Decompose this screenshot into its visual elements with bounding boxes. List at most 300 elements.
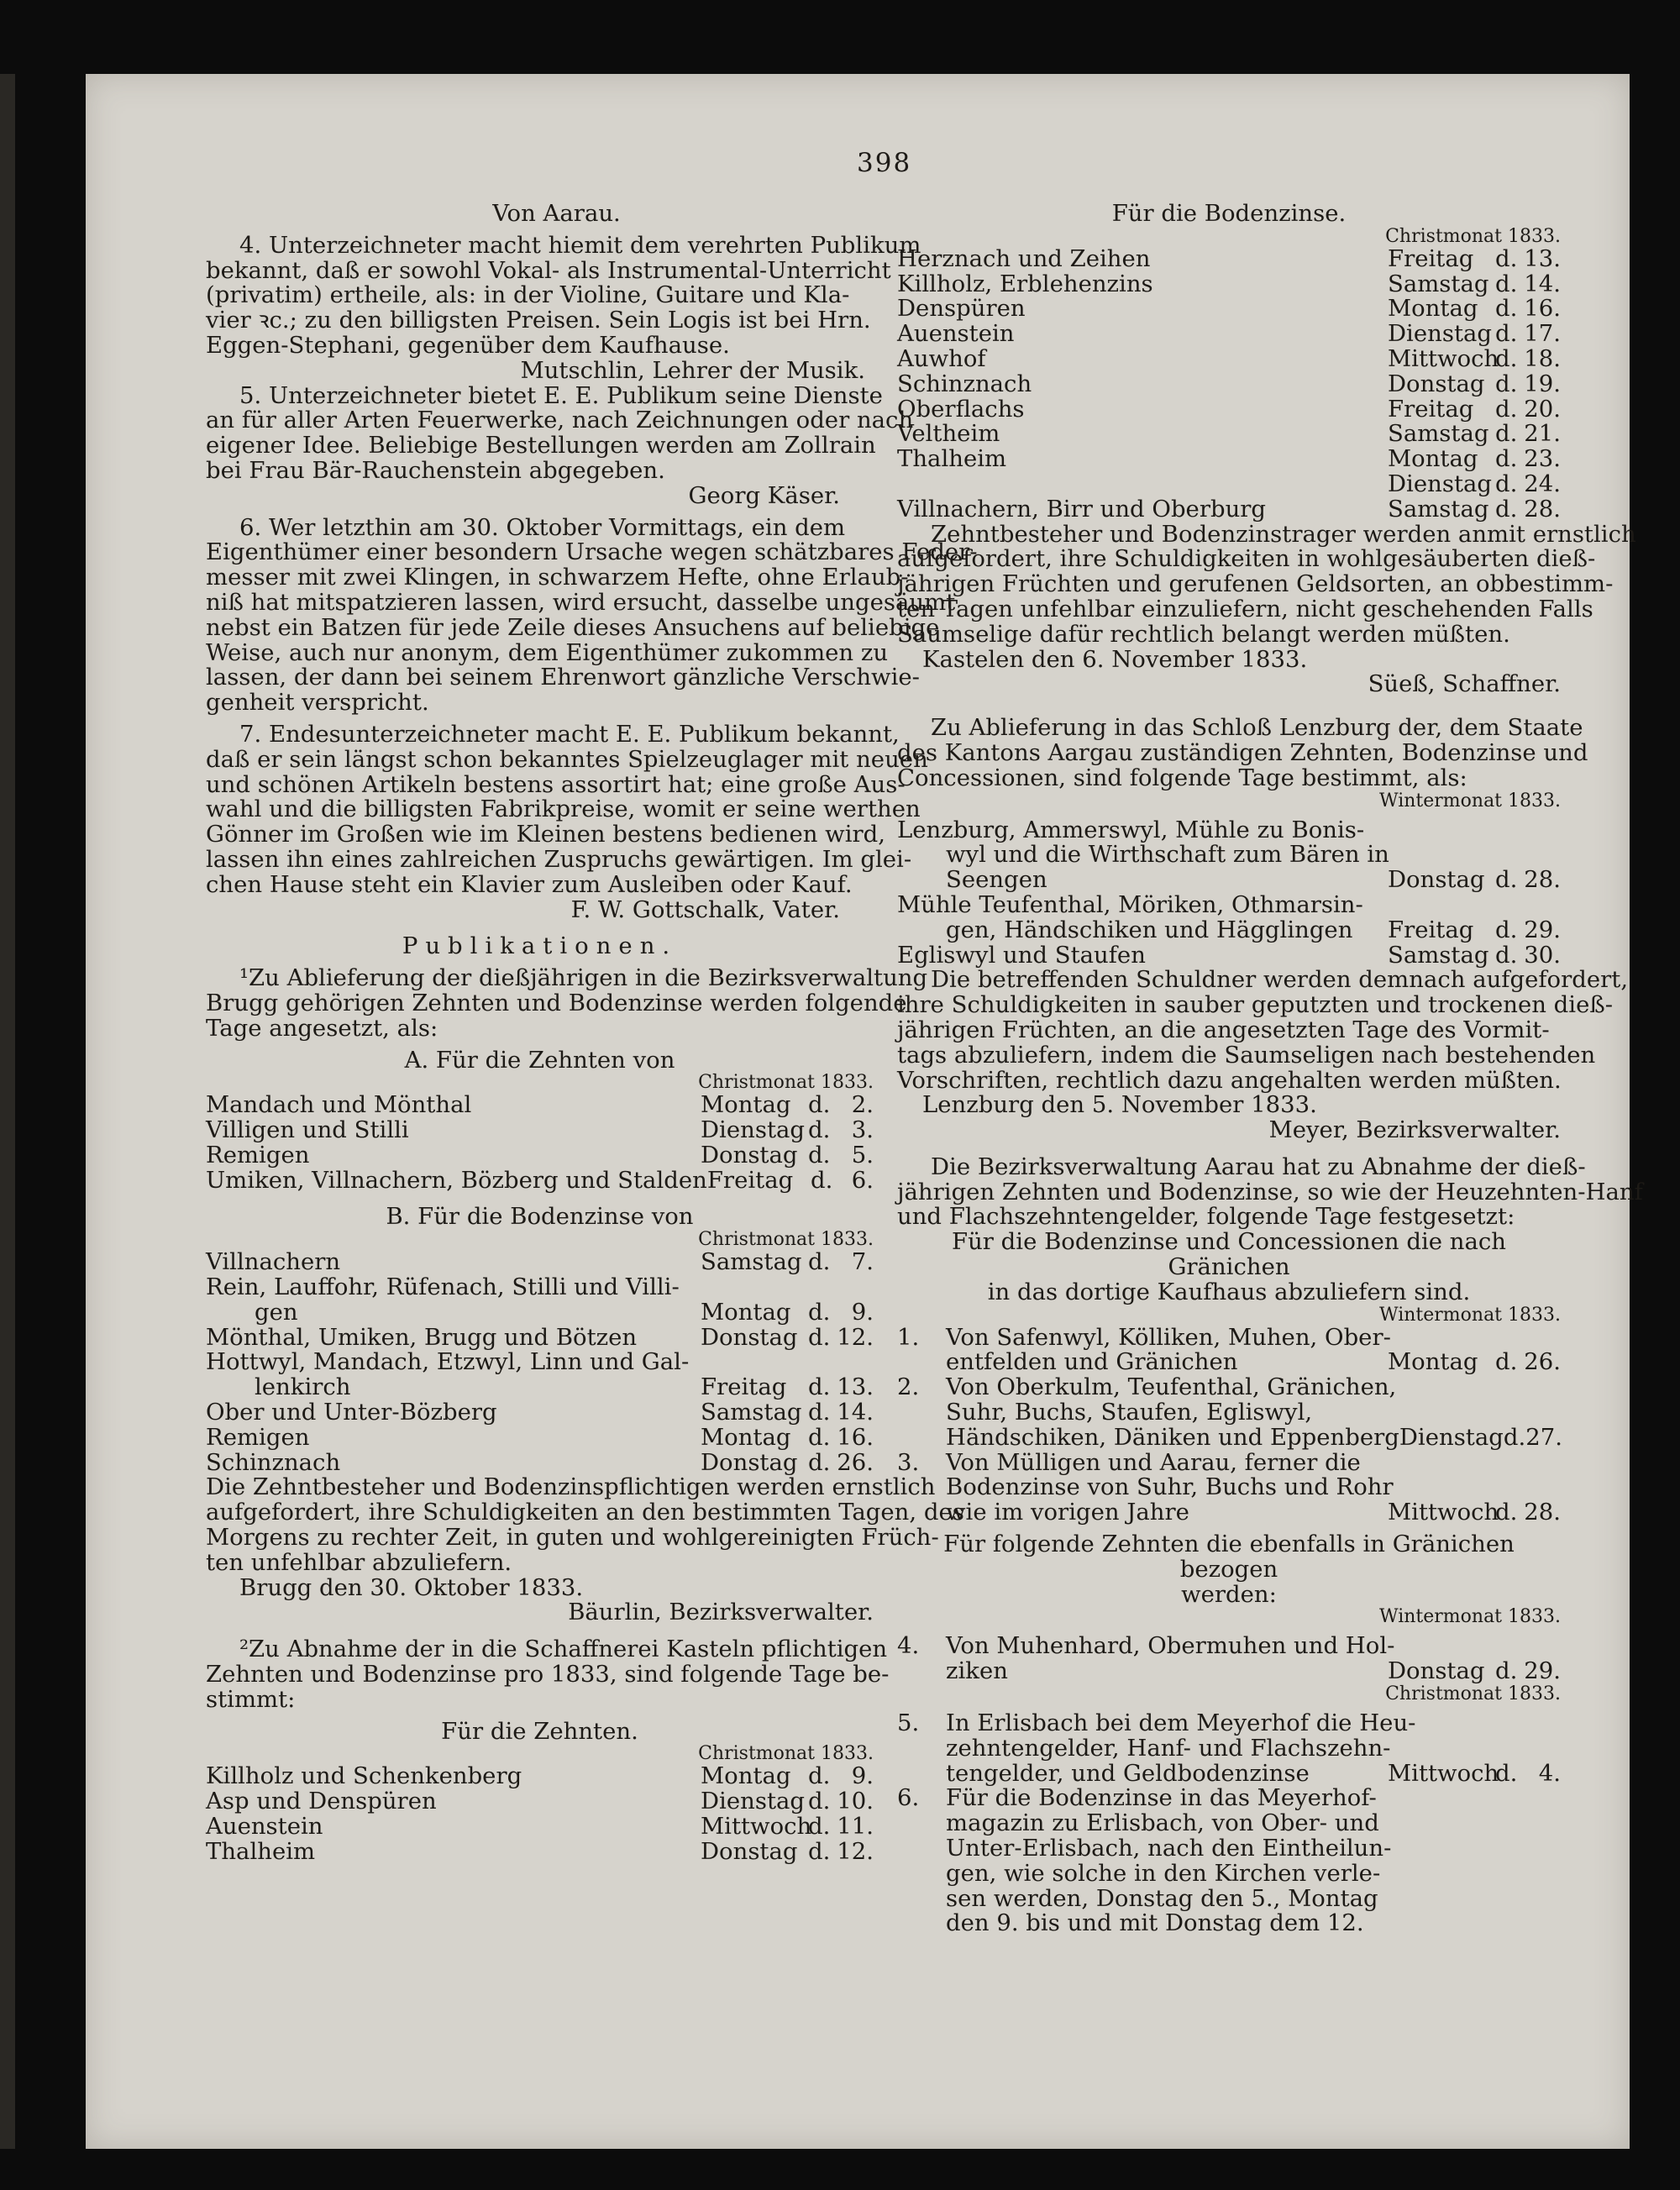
item-line (897, 1423, 1562, 1451)
place-name: Killholz, Erblehenzins (897, 270, 1153, 297)
weekday: Freitag (1388, 395, 1474, 423)
scan-border-left (0, 74, 15, 2149)
weekday: Donstag (701, 1448, 798, 1476)
text-line: Vorschriften, rechtlich dazu angehalten werden müßten. (897, 1066, 1562, 1094)
item-text (897, 1423, 1399, 1451)
schedule-row (897, 918, 1561, 943)
schedule-row (206, 1789, 874, 1814)
kasteln-zehnten-table (206, 1764, 874, 1864)
schedule-row (206, 1375, 874, 1400)
text-line: Von Safenwyl, Kölliken, Muhen, Ober- (946, 1323, 1391, 1351)
place-name: Auenstein (206, 1813, 323, 1841)
schedule-row (206, 1300, 874, 1326)
schedule-row (897, 422, 1561, 447)
signature-gottschalk: F. W. Gottschalk, Vater. (570, 895, 840, 923)
month-header: Christmonat 1833. (1385, 225, 1561, 247)
date-prefix: d. (1495, 941, 1518, 969)
place-name: gen (255, 1298, 298, 1326)
day-number: 9. (851, 1762, 874, 1790)
date-prefix: d. (808, 1373, 831, 1401)
weekday: Freitag (1388, 244, 1474, 272)
weekday: Montag (701, 1423, 791, 1451)
item-number: 5. (897, 1709, 920, 1737)
date-prefix: d. (808, 1248, 831, 1276)
schedule-row (206, 1837, 874, 1865)
date-prefix: d. (808, 1141, 831, 1169)
month-header: Wintermonat 1833. (1378, 1304, 1561, 1326)
text-line: Die Bezirksverwaltung Aarau hat zu Abnahme der dieß- (931, 1153, 1586, 1180)
place-name: Killholz und Schenkenberg (206, 1762, 522, 1790)
schedule-row (206, 1143, 874, 1169)
text-line: aufgefordert, ihre Schuldigkeiten an den bestimmten Tagen, des (206, 1499, 964, 1526)
text-line: und Flachszehntengelder, folgende Tage festgesetzt: (897, 1203, 1515, 1231)
weekday: Samstag (1388, 270, 1489, 297)
schedule-row (206, 1764, 874, 1789)
day-number: 19. (1524, 370, 1561, 397)
schedule-row (897, 372, 1561, 397)
date-prefix: d. (1495, 445, 1518, 473)
day-number: 16. (837, 1423, 874, 1451)
weekday: Montag (1388, 295, 1478, 323)
page-number: 398 (857, 148, 912, 178)
aarau-intro (897, 1153, 1643, 1231)
item-text (897, 1350, 1388, 1375)
signature-meyer: Meyer, Bezirksverwalter. (1268, 1116, 1561, 1144)
place-name: Thalheim (206, 1837, 316, 1865)
place-name: Mühle Teufenthal, Möriken, Othmarsin- (897, 890, 1363, 918)
weekday: Montag (701, 1298, 791, 1326)
text-line: ²Zu Abnahme der in die Schaffnerei Kasteln pflichtigen (239, 1636, 888, 1663)
text-line: jährigen Zehnten und Bodenzinse, so wie der Heuzehnten-Hanf (897, 1178, 1643, 1205)
place-name: Herznach und Zeihen (897, 244, 1151, 272)
schedule-row (897, 397, 1561, 423)
month-header: Wintermonat 1833. (1378, 1606, 1561, 1628)
weekday: Dienstag (701, 1116, 805, 1144)
item-number: 3. (897, 1448, 920, 1476)
right-column (897, 200, 1643, 1937)
text-line: niß hat mitspatzieren lassen, wird ersucht, dasselbe ungesäumt (206, 588, 956, 616)
text-line: ziken (946, 1657, 1008, 1685)
date-prefix: d. (808, 1813, 831, 1841)
signature-mutschlin: Mutschlin, Lehrer der Musik. (520, 356, 865, 384)
place-name: Seengen (946, 866, 1047, 894)
brugg-date: Brugg den 30. Oktober 1833. (239, 1573, 584, 1601)
text-line: Von Oberkulm, Teufenthal, Gränichen, (946, 1373, 1397, 1401)
weekday: Montag (701, 1091, 791, 1119)
text-line: ihre Schuldigkeiten in sauber geputzten und trockenen dieß- (897, 991, 1614, 1019)
date-prefix: d. (808, 1399, 831, 1426)
text-line: eigener Idee. Beliebige Bestellungen werden am Zollrain (206, 432, 876, 460)
weekday: Montag (1388, 1348, 1478, 1376)
weekday: Donstag (701, 1323, 798, 1351)
text-line: bei Frau Bär-Rauchenstein abgegeben. (206, 456, 665, 484)
item-text (897, 1859, 1561, 1887)
text-line: (privatim) ertheile, als: in der Violine, Guitare und Kla- (206, 281, 850, 309)
schedule-row (897, 244, 1561, 272)
text-line: vier ꝛc.; zu den billigsten Preisen. Sein Logis ist bei Hrn. (206, 307, 871, 334)
date-prefix: d. (1495, 295, 1518, 323)
item-text (897, 1759, 1388, 1787)
schedule-row (897, 344, 1561, 372)
text-line: Von Mülligen und Aarau, ferner die (946, 1448, 1361, 1476)
date-prefix: d. (1495, 395, 1518, 423)
schedule-row (897, 297, 1561, 322)
day-number: 2. (851, 1091, 874, 1119)
place-name: Lenzburg, Ammerswyl, Mühle zu Bonis- (897, 816, 1365, 843)
place-name: Oberflachs (897, 395, 1025, 423)
place-name: Schinznach (897, 370, 1032, 397)
lenzburg-intro (897, 714, 1588, 791)
schedule-row (897, 322, 1561, 347)
weekday: Samstag (1388, 495, 1489, 523)
item-line (897, 1836, 1561, 1862)
date-prefix: d. (1495, 344, 1518, 372)
day-number: 13. (837, 1373, 874, 1401)
text-line: Eigenthümer einer besondern Ursache wegen schätzbares Feder- (206, 538, 978, 566)
place-name: Villnachern, Birr und Oberburg (897, 495, 1267, 523)
date-prefix: d. (1495, 244, 1518, 272)
weekday: Freitag (706, 1166, 794, 1194)
schedule-row (206, 1093, 874, 1118)
schedule-row (206, 1423, 874, 1451)
text-line: Für die Bodenzinse und Concessionen die nach Gränichen (952, 1228, 1506, 1281)
item-text (897, 1323, 1561, 1351)
text-line: Händschiken, Däniken und Eppenberg (946, 1423, 1399, 1451)
date-prefix: d. (1495, 1759, 1518, 1787)
day-number: 30. (1524, 941, 1561, 969)
section-b-title: B. Für die Bodenzinse von (386, 1203, 694, 1231)
day-number: 29. (1524, 1657, 1561, 1685)
month-header: Wintermonat 1833. (1378, 790, 1561, 811)
date-prefix: d. (808, 1298, 831, 1326)
item-text (897, 1375, 1561, 1400)
day-number: 20. (1524, 395, 1561, 423)
place-name: Villnachern (206, 1248, 341, 1276)
schedule-row (206, 1250, 874, 1275)
month-header: Christmonat 1833. (698, 1229, 874, 1251)
date-prefix: d. (808, 1423, 831, 1451)
text-line: Die Zehntbesteher und Bodenzinspflichtigen werden ernstlich (206, 1473, 936, 1501)
text-line: zehntengelder, Hanf- und Flachszehn- (946, 1734, 1391, 1762)
text-line: den 9. bis und mit Donstag dem 12. (946, 1909, 1364, 1937)
text-line: stimmt: (206, 1685, 296, 1713)
text-line: chen Hause steht ein Klavier zum Ausleiben oder Kauf. (206, 870, 853, 898)
text-line: Brugg gehörigen Zehnten und Bodenzinse werden folgende (206, 989, 907, 1016)
item-line (897, 1634, 1561, 1659)
text-line: tengelder, und Geldbodenzinse (946, 1759, 1310, 1787)
item-line (897, 1786, 1561, 1811)
heading-von-aarau: Von Aarau. (492, 200, 621, 227)
month-header: Christmonat 1833. (1385, 1683, 1561, 1705)
aarau-items-1 (897, 1323, 1562, 1526)
notice-7 (206, 720, 928, 898)
text-line: Concessionen, sind folgende Tage bestimmt, als: (897, 764, 1467, 791)
text-line: jährigen Früchten und gerufenen Geldsorten, an obbestimm- (897, 570, 1614, 598)
numbered-item (897, 1448, 1561, 1526)
place-name: Auenstein (897, 320, 1015, 348)
date-prefix: d. (808, 1091, 831, 1119)
weekday: Dienstag (1399, 1423, 1504, 1451)
text-line: Zehntbesteher und Bodenzinstrager werden anmit ernstlich (931, 520, 1636, 548)
schedule-row (206, 1350, 874, 1375)
date-prefix: d. (1495, 495, 1518, 523)
item-line (897, 1736, 1561, 1762)
aarau-item-6 (897, 1786, 1561, 1936)
aarau-item-4 (897, 1634, 1561, 1684)
weekday: Dienstag (701, 1788, 805, 1815)
item-text (897, 1811, 1561, 1836)
aarau-item-5 (897, 1711, 1561, 1786)
numbered-item (897, 1323, 1561, 1376)
text-line: Eggen-Stephani, gegenüber dem Kaufhause. (206, 331, 730, 359)
lenzburg-closing (897, 966, 1629, 1094)
item-text (897, 1659, 1388, 1684)
item-text (897, 1884, 1561, 1912)
item-number: 2. (897, 1373, 920, 1401)
day-number: 14. (1524, 270, 1561, 297)
day-number: 24. (1524, 470, 1561, 497)
text-line: Zu Ablieferung in das Schloß Lenzburg der, dem Staate (931, 714, 1583, 742)
day-number: 7. (851, 1248, 874, 1276)
item-text (897, 1634, 1561, 1659)
text-line: aufgefordert, ihre Schuldigkeiten in wohlgesäuberten dieß- (897, 545, 1596, 573)
bodenzinse-table (897, 244, 1561, 523)
text-line: Für folgende Zehnten die ebenfalls in Gränichen bezogen (943, 1531, 1515, 1583)
place-name: gen, Händschiken und Hägglingen (946, 916, 1353, 943)
brugg-intro (206, 964, 928, 1042)
weekday: Donstag (1388, 1657, 1485, 1685)
schedule-row (206, 1323, 874, 1351)
text-line: in das dortige Kaufhaus abzuliefern sind. (987, 1278, 1471, 1305)
weekday: Dienstag (1388, 320, 1492, 348)
text-line: ten unfehlbar abzuliefern. (206, 1548, 512, 1576)
weekday: Mittwoch (1388, 1759, 1499, 1787)
item-text (897, 1911, 1561, 1936)
item-line (897, 1859, 1561, 1887)
place-name: Auwhof (897, 344, 986, 372)
text-line: Die betreffenden Schuldner werden demnach aufgefordert, (931, 966, 1629, 994)
item-line (897, 1375, 1561, 1400)
schedule-row (897, 272, 1561, 297)
place-name: Mandach und Mönthal (206, 1091, 472, 1119)
weekday: Dienstag (1388, 470, 1492, 497)
weekday: Mittwoch (1388, 344, 1499, 372)
place-name: Veltheim (897, 420, 1000, 448)
schedule-row (897, 843, 1561, 868)
weekday: Freitag (1388, 916, 1474, 943)
date-prefix: d. (1495, 420, 1518, 448)
lenzburg-table (897, 818, 1561, 969)
text-line: In Erlisbach bei dem Meyerhof die Heu- (946, 1709, 1416, 1737)
text-line: Von Muhenhard, Obermuhen und Hol- (946, 1632, 1395, 1660)
place-name: Thalheim (897, 445, 1007, 473)
kasteln-closing (897, 520, 1636, 648)
day-number: 26. (837, 1448, 874, 1476)
item-line (897, 1884, 1561, 1912)
schedule-row (897, 818, 1561, 843)
text-line: Suhr, Buchs, Staufen, Egliswyl, (946, 1399, 1313, 1426)
section-a-table (206, 1093, 874, 1193)
place-name: Villigen und Stilli (206, 1116, 409, 1144)
text-line: Saumselige dafür rechtlich belangt werden müßten. (897, 620, 1510, 648)
day-number: 6. (851, 1166, 874, 1194)
place-name: Hottwyl, Mandach, Etzwyl, Linn und Gal- (206, 1348, 690, 1376)
date-prefix: d. (1495, 1499, 1518, 1526)
item-text (897, 1711, 1561, 1736)
text-line: Gönner im Großen wie im Kleinen bestens bedienen wird, (206, 821, 885, 848)
day-number: 26. (1524, 1348, 1561, 1376)
weekday: Donstag (701, 1837, 798, 1865)
text-line: 5. Unterzeichneter bietet E. E. Publikum seine Dienste (239, 381, 883, 409)
text-line: jährigen Früchten, an die angesetzten Tage des Vormit- (897, 1016, 1550, 1043)
item-text (897, 1786, 1561, 1811)
item-text (897, 1836, 1561, 1862)
date-prefix: d. (1495, 866, 1518, 894)
item-line (897, 1659, 1561, 1684)
item-text (897, 1475, 1561, 1500)
brugg-closing (206, 1473, 964, 1576)
date-prefix: d. (1503, 1423, 1526, 1451)
text-line: Tage angesetzt, als: (206, 1014, 438, 1042)
text-line: ¹Zu Ablieferung der dießjährigen in die Bezirksverwaltung (239, 964, 928, 992)
kasteln-intro (206, 1636, 890, 1713)
date-prefix: d. (808, 1323, 831, 1351)
item-line (897, 1811, 1561, 1836)
text-line: ten Tagen unfehlbar einzuliefern, nicht geschehenden Falls (897, 595, 1593, 622)
weekday: Freitag (701, 1373, 787, 1401)
date-prefix: d. (808, 1788, 831, 1815)
place-name: wyl und die Wirthschaft zum Bären in (946, 841, 1389, 869)
weekday: Donstag (1388, 866, 1485, 894)
text-line: werden: (1181, 1580, 1277, 1608)
item-text (897, 1448, 1561, 1476)
item-text (897, 1736, 1561, 1762)
text-line: wahl und die billigsten Fabrikpreise, womit er seine werthen (206, 796, 921, 823)
date-prefix: d. (1495, 1348, 1518, 1376)
date-prefix: d. (808, 1837, 831, 1865)
weekday: Donstag (1388, 370, 1485, 397)
aarau-subheading-2 (897, 1532, 1561, 1607)
kasteln-date: Kastelen den 6. November 1833. (922, 645, 1308, 673)
item-line (897, 1759, 1561, 1787)
schedule-row (206, 1118, 874, 1143)
notice-5 (206, 381, 914, 484)
weekday: Samstag (701, 1248, 802, 1276)
weekday: Montag (701, 1762, 791, 1790)
section-a-title: A. Für die Zehnten von (404, 1046, 675, 1074)
item-line (897, 1500, 1561, 1526)
date-prefix: d. (1495, 1657, 1518, 1685)
text-line: genheit verspricht. (206, 689, 429, 717)
text-line: lassen, der dann bei seinem Ehrenwort gänzliche Verschwie- (206, 664, 920, 691)
date-prefix: d. (1495, 470, 1518, 497)
day-number: 13. (1524, 244, 1561, 272)
date-prefix: d. (808, 1448, 831, 1476)
kasteln-zehnten-title: Für die Zehnten. (441, 1717, 638, 1745)
text-line: 4. Unterzeichneter macht hiemit dem verehrten Publikum (239, 231, 921, 259)
text-line: Weise, auch nur anonym, dem Eigenthümer zukommen zu (206, 638, 889, 666)
place-name: Rein, Lauffohr, Rüfenach, Stilli und Villi- (206, 1274, 680, 1301)
schedule-row (206, 1448, 874, 1476)
text-line: entfelden und Gränichen (946, 1348, 1238, 1376)
text-line: und schönen Artikeln bestens assortirt hat; eine große Aus- (206, 770, 906, 798)
place-name: Remigen (206, 1423, 310, 1451)
heading-publikationen: Publikationen. (402, 932, 678, 960)
item-number: 6. (897, 1784, 920, 1812)
text-line: messer mit zwei Klingen, in schwarzem Hefte, ohne Erlaub- (206, 564, 909, 591)
schedule-row (897, 497, 1561, 523)
text-line: Morgens zu rechter Zeit, in guten und wohlgereinigten Früch- (206, 1524, 939, 1552)
day-number: 12. (837, 1837, 874, 1865)
item-line (897, 1475, 1561, 1500)
signature-sueess: Süeß, Schaffner. (1368, 670, 1561, 698)
weekday: Donstag (701, 1141, 798, 1169)
item-line (897, 1911, 1561, 1936)
day-number: 17. (1524, 320, 1561, 348)
weekday: Samstag (1388, 420, 1489, 448)
text-line: 7. Endesunterzeichneter macht E. E. Publikum bekannt, (239, 720, 900, 748)
day-number: 27. (1525, 1423, 1562, 1451)
item-text (897, 1500, 1388, 1526)
day-number: 12. (837, 1323, 874, 1351)
item-line (897, 1350, 1561, 1375)
weekday: Samstag (701, 1399, 802, 1426)
schedule-row (206, 1814, 874, 1840)
date-prefix: d. (1495, 916, 1518, 943)
signature-kaeser: Georg Käser. (688, 481, 840, 509)
schedule-row (897, 868, 1561, 893)
day-number: 9. (851, 1298, 874, 1326)
day-number: 28. (1524, 1499, 1561, 1526)
text-line: des Kantons Aargau zuständigen Zehnten, Bodenzinse und (897, 738, 1588, 766)
schedule-row (897, 890, 1561, 918)
day-number: 10. (837, 1788, 874, 1815)
weekday: Samstag (1388, 941, 1489, 969)
place-name: Umiken, Villnachern, Bözberg und Stalden (206, 1166, 707, 1194)
place-name: Mönthal, Umiken, Brugg und Bötzen (206, 1323, 638, 1351)
text-line: an für aller Arten Feuerwerke, nach Zeichnungen oder nach (206, 407, 914, 434)
place-name: lenkirch (255, 1373, 351, 1401)
text-line: nebst ein Batzen für jede Zeile dieses Ansuchens auf beliebige (206, 613, 940, 641)
place-name: Remigen (206, 1141, 310, 1169)
text-line: Zehnten und Bodenzinse pro 1833, sind folgende Tage be- (206, 1661, 890, 1688)
day-number: 5. (851, 1141, 874, 1169)
item-text (897, 1400, 1561, 1426)
date-prefix: d. (808, 1116, 831, 1144)
day-number: 18. (1524, 344, 1561, 372)
schedule-row (897, 943, 1561, 969)
heading-bodenzinse: Für die Bodenzinse. (1111, 200, 1347, 227)
notice-6 (206, 513, 978, 717)
schedule-row (206, 1275, 874, 1300)
text-line: magazin zu Erlisbach, von Ober- und (946, 1809, 1379, 1837)
day-number: 21. (1524, 420, 1561, 448)
lenzburg-date: Lenzburg den 5. November 1833. (922, 1091, 1317, 1119)
place-name: Schinznach (206, 1448, 341, 1476)
text-line: Unter-Erlisbach, nach den Eintheilun- (946, 1835, 1392, 1862)
weekday: Mittwoch (701, 1813, 812, 1841)
numbered-item (897, 1375, 1561, 1450)
text-line: Für die Bodenzinse in das Meyerhof- (946, 1784, 1377, 1812)
schedule-row (897, 472, 1561, 497)
item-line (897, 1400, 1561, 1426)
weekday: Montag (1388, 445, 1478, 473)
text-line: bekannt, daß er sowohl Vokal- als Instrumental-Unterricht (206, 256, 891, 284)
day-number: 4. (1538, 1759, 1561, 1787)
day-number: 11. (837, 1813, 874, 1841)
date-prefix: d. (1495, 370, 1518, 397)
text-line: gen, wie solche in den Kirchen verle- (946, 1859, 1381, 1887)
